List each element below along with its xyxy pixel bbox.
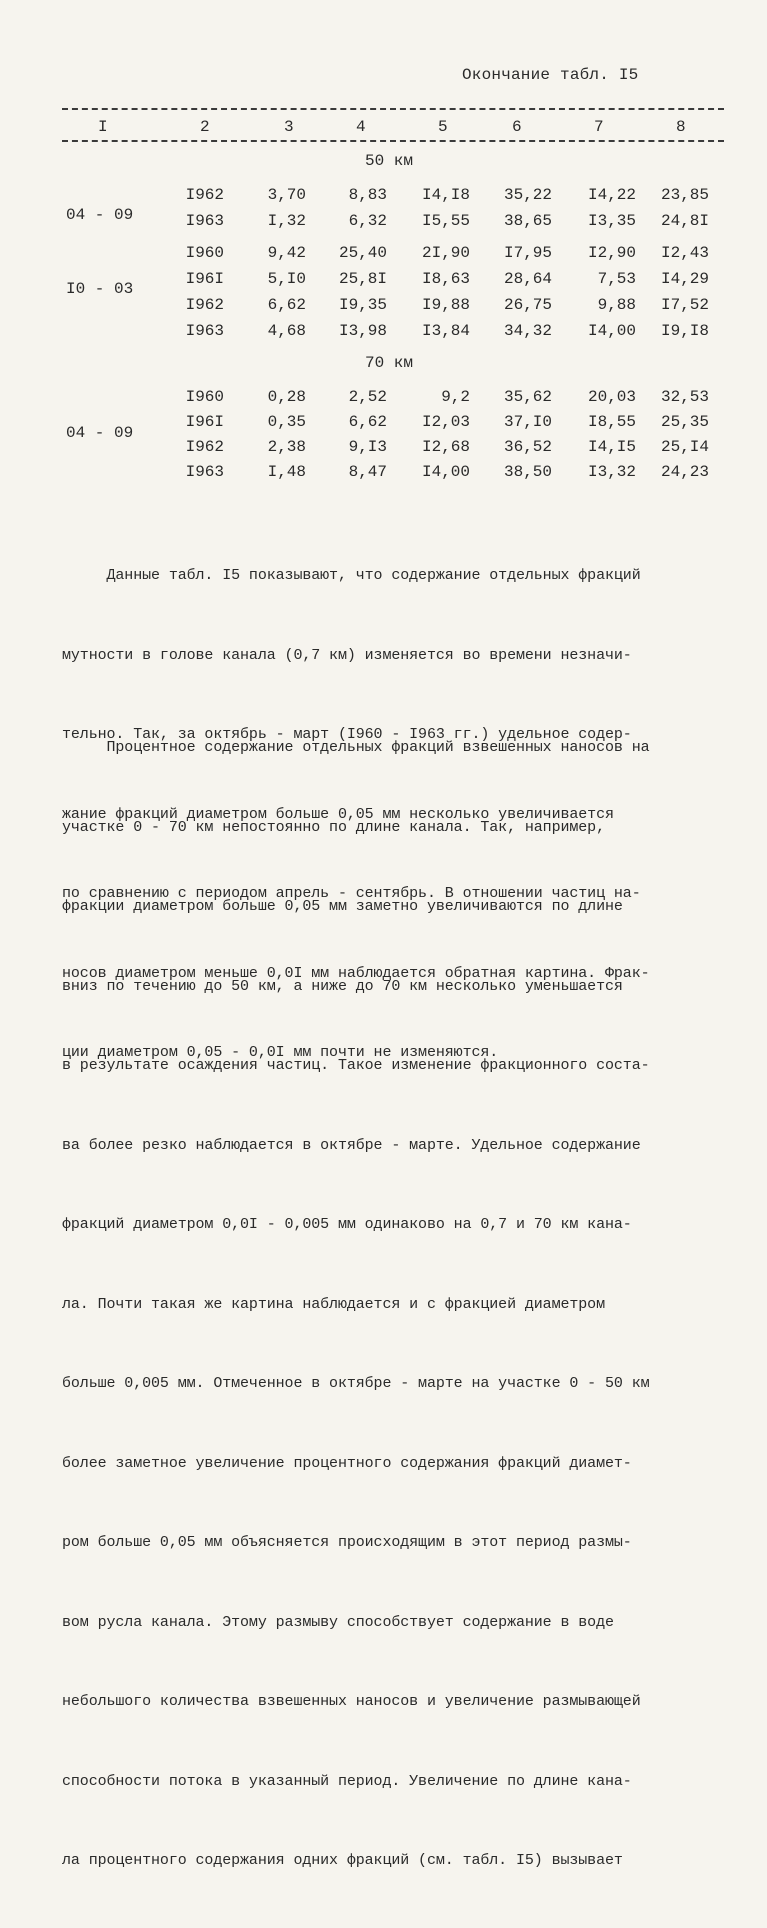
value-cell: I4,00 xyxy=(587,322,636,340)
value-cell: 0,28 xyxy=(267,388,306,406)
value-cell: I9,88 xyxy=(421,296,470,314)
header-bottom-rule xyxy=(62,140,724,142)
value-cell: 8,47 xyxy=(348,463,387,481)
value-cell: 2,52 xyxy=(348,388,387,406)
value-cell: I4,I5 xyxy=(587,438,636,456)
column-header-4: 4 xyxy=(356,118,366,136)
value-cell: 23,85 xyxy=(660,186,709,204)
value-cell: 34,32 xyxy=(503,322,552,340)
value-cell: 25,8I xyxy=(338,270,387,288)
value-cell: 35,22 xyxy=(503,186,552,204)
year-cell: I962 xyxy=(185,296,224,314)
value-cell: 28,64 xyxy=(503,270,552,288)
text-line: Данные табл. I5 показывают, что содержание отдельных фракций xyxy=(62,567,641,584)
text-line: больше 0,005 мм. Отмеченное в октябре - марте на участке 0 - 50 км xyxy=(62,1375,650,1392)
value-cell: 2I,90 xyxy=(421,244,470,262)
value-cell: I3,98 xyxy=(338,322,387,340)
value-cell: 9,42 xyxy=(267,244,306,262)
value-cell: 9,2 xyxy=(441,388,470,406)
text-line: ла процентного содержания одних фракций (см. табл. I5) вызывает xyxy=(62,1852,623,1869)
value-cell: 2,38 xyxy=(267,438,306,456)
text-line: ла. Почти такая же картина наблюдается и с фракцией диаметром xyxy=(62,1295,605,1313)
year-cell: I963 xyxy=(185,463,224,481)
value-cell: I2,90 xyxy=(587,244,636,262)
value-cell: 3,70 xyxy=(267,186,306,204)
column-header-3: 3 xyxy=(284,118,294,136)
value-cell: 36,52 xyxy=(503,438,552,456)
text-line: ром больше 0,05 мм объясняется происходящим в этот период размы- xyxy=(62,1534,632,1551)
value-cell: I7,95 xyxy=(503,244,552,262)
value-cell: 37,I0 xyxy=(503,413,552,431)
value-cell: 38,65 xyxy=(503,212,552,230)
value-cell: 6,32 xyxy=(348,212,387,230)
column-header-5: 5 xyxy=(438,118,448,136)
text-line: Процентное содержание отдельных фракций взвешенных наносов на xyxy=(62,739,650,756)
value-cell: I7,52 xyxy=(660,296,709,314)
value-cell: 26,75 xyxy=(503,296,552,314)
text-line: вниз по течению до 50 км, а ниже до 70 км несколько уменьшается xyxy=(62,977,623,995)
value-cell: 7,53 xyxy=(597,270,636,288)
text-line: ва более резко наблюдается в октябре - марте. Удельное содержание xyxy=(62,1136,641,1154)
text-line: жание фракций диаметром больше 0,05 мм несколько увеличивается xyxy=(62,805,614,823)
value-cell: I8,63 xyxy=(421,270,470,288)
value-cell: I2,68 xyxy=(421,438,470,456)
year-cell: I96I xyxy=(185,270,224,288)
value-cell: I2,43 xyxy=(660,244,709,262)
value-cell: 20,03 xyxy=(587,388,636,406)
value-cell: I3,35 xyxy=(587,212,636,230)
value-cell: 25,35 xyxy=(660,413,709,431)
value-cell: 8,83 xyxy=(348,186,387,204)
text-line: небольшого количества взвешенных наносов и увеличение размывающей xyxy=(62,1693,641,1710)
column-header-6: 6 xyxy=(512,118,522,136)
year-cell: I96I xyxy=(185,413,224,431)
text-line: участке 0 - 70 км непостоянно по длине канала. Так, например, xyxy=(62,818,605,836)
section-title: 50 км xyxy=(365,152,414,170)
year-cell: I963 xyxy=(185,322,224,340)
value-cell: 5,I0 xyxy=(267,270,306,288)
text-line: тельно. Так, за октябрь - март (I960 - I963 гг.) удельное содер- xyxy=(62,726,632,743)
period-label: 04 - 09 xyxy=(66,424,134,442)
value-cell: I4,00 xyxy=(421,463,470,481)
value-cell: 25,I4 xyxy=(660,438,709,456)
section-title: 70 км xyxy=(365,354,414,372)
period-label: 04 - 09 xyxy=(66,206,134,224)
value-cell: 4,68 xyxy=(267,322,306,340)
value-cell: I2,03 xyxy=(421,413,470,431)
value-cell: 38,50 xyxy=(503,463,552,481)
value-cell: I4,I8 xyxy=(421,186,470,204)
text-line: способности потока в указанный период. Увеличение по длине кана- xyxy=(62,1772,632,1790)
value-cell: 32,53 xyxy=(660,388,709,406)
column-header-8: 8 xyxy=(676,118,686,136)
year-cell: I960 xyxy=(185,244,224,262)
text-line: более заметное увеличение процентного содержания фракций диамет- xyxy=(62,1454,632,1472)
value-cell: I4,29 xyxy=(660,270,709,288)
text-line: ции диаметром 0,05 - 0,0I мм почти не изменяются. xyxy=(62,1044,499,1061)
value-cell: 6,62 xyxy=(348,413,387,431)
value-cell: I9,I8 xyxy=(660,322,709,340)
text-line: в результате осаждения частиц. Такое изменение фракционного соста- xyxy=(62,1057,650,1074)
value-cell: 24,23 xyxy=(660,463,709,481)
value-cell: 25,40 xyxy=(338,244,387,262)
value-cell: 9,88 xyxy=(597,296,636,314)
value-cell: 0,35 xyxy=(267,413,306,431)
value-cell: I5,55 xyxy=(421,212,470,230)
column-header-1: I xyxy=(98,118,108,136)
value-cell: 24,8I xyxy=(660,212,709,230)
text-line: вом русла канала. Этому размыву способствует содержание в воде xyxy=(62,1613,614,1631)
year-cell: I963 xyxy=(185,212,224,230)
year-cell: I962 xyxy=(185,438,224,456)
text-line: фракции диаметром больше 0,05 мм заметно увеличиваются по длине xyxy=(62,898,623,915)
text-line: мутности в голове канала (0,7 км) изменяется во времени незначи- xyxy=(62,646,632,664)
value-cell: 9,I3 xyxy=(348,438,387,456)
text-line: по сравнению с периодом апрель - сентябрь. В отношении частиц на- xyxy=(62,885,641,902)
value-cell: I,32 xyxy=(267,212,306,230)
value-cell: I3,32 xyxy=(587,463,636,481)
value-cell: I9,35 xyxy=(338,296,387,314)
table-top-rule xyxy=(62,108,724,110)
year-cell: I962 xyxy=(185,186,224,204)
period-label: I0 - 03 xyxy=(66,280,134,298)
value-cell: I4,22 xyxy=(587,186,636,204)
text-line: фракций диаметром 0,0I - 0,005 мм одинаково на 0,7 и 70 км кана- xyxy=(62,1216,632,1233)
value-cell: 35,62 xyxy=(503,388,552,406)
value-cell: I8,55 xyxy=(587,413,636,431)
text-line: носов диаметром меньше 0,0I мм наблюдается обратная картина. Фрак- xyxy=(62,964,650,982)
value-cell: I,48 xyxy=(267,463,306,481)
value-cell: 6,62 xyxy=(267,296,306,314)
year-cell: I960 xyxy=(185,388,224,406)
column-header-2: 2 xyxy=(200,118,210,136)
column-header-7: 7 xyxy=(594,118,604,136)
value-cell: I3,84 xyxy=(421,322,470,340)
table-caption: Окончание табл. I5 xyxy=(462,66,639,84)
paragraph xyxy=(62,682,732,1928)
